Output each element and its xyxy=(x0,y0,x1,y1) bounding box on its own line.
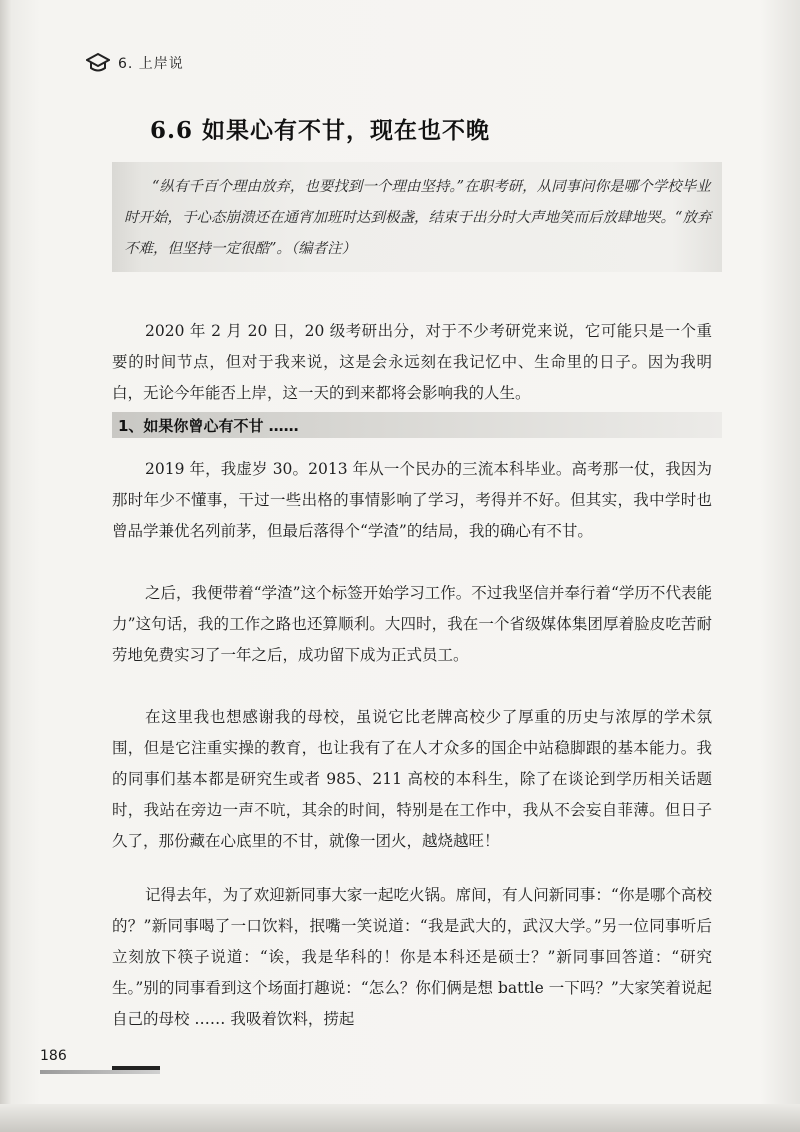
page-shadow-left xyxy=(0,0,12,1132)
chapter-title: 6. 上岸说 xyxy=(118,56,184,72)
editor-note: “纵有千百个理由放弃，也要找到一个理由坚持。”在职考研，从同事问你是哪个学校毕业时开始，于心态崩溃还在通宵加班时达到极盏，结束于出分时大声地笑而后放肆地哭。“放弃不难，但坚持一定很酷”。（编者注） xyxy=(124,179,712,257)
paragraph-3: 之后，我便带着“学渣”这个标签开始学习工作。不过我坚信并奉行着“学历不代表能力”这句话，我的工作之路也还算顺利。大四时，我在一个省级媒体集团厚着脸皮吃苦耐劳地免费实习了一年之后，成功留下成为正式员工。 xyxy=(112,584,712,664)
subheading: 1、如果你曾心有不甘 …… xyxy=(118,417,299,435)
graduation-cap-icon xyxy=(86,52,110,74)
running-header xyxy=(86,52,184,74)
footer-rule xyxy=(40,1070,160,1074)
paragraph-2: 2019 年，我虚岁 30。2013 年从一个民办的三流本科毕业。高考那一仗，我因为那时年少不懂事，干过一些出格的事情影响了学习，考得并不好。但其实，我中学时也曾品学兼优名列前茅，但最后落得个“学渣”的结局，我的确心有不甘。 xyxy=(112,460,712,540)
page-number: 186 xyxy=(40,1048,67,1064)
footer-rule-accent xyxy=(112,1066,160,1070)
paragraph-5: 记得去年，为了欢迎新同事大家一起吃火锅。席间，有人问新同事：“你是哪个高校的？”新同事喝了一口饮料，抿嘴一笑说道：“我是武大的，武汉大学。”另一位同事听后立刻放下筷子说道：“诶，我是华科的！你是本科还是硕士？”新同事回答道：“研究生。”别的同事看到这个场面打趣说：“怎么？你们俩是想 battle 一下吗？”大家笑着说起自己的母校 …… 我吸着饮料，捞起 xyxy=(112,886,712,1028)
paragraph-intro: 2020 年 2 月 20 日，20 级考研出分，对于不少考研党来说，它可能只是一个重要的时间节点，但对于我来说，这是会永远刻在我记忆中、生命里的日子。因为我明白，无论今年能否上岸，这一天的到来都将会影响我的人生。 xyxy=(112,322,712,402)
paragraph-4: 在这里我也想感谢我的母校，虽说它比老牌高校少了厚重的历史与浓厚的学术氛围，但是它注重实操的教育，也让我有了在人才众多的国企中站稳脚跟的基本能力。我的同事们基本都是研究生或者 985、211 高校的本科生，除了在谈论到学历相关话题时，我站在旁边一声不吭，其余的时间，特别是在工作中，我从不会妄自菲薄。但日子久了，那份藏在心底里的不甘，就像一团火，越烧越旺！ xyxy=(112,708,712,850)
section-title: 6.6 如果心有不甘，现在也不晚 xyxy=(150,117,491,144)
page-shadow-bottom xyxy=(0,1104,800,1132)
